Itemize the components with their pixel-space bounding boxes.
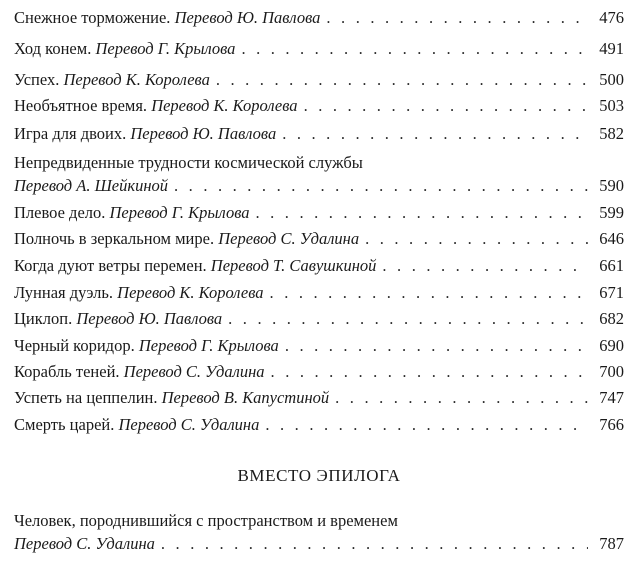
dot-leader [270,283,588,303]
dot-leader [216,70,588,90]
dot-leader [326,8,588,28]
toc-entry [14,283,624,303]
entry-page-number: 671 [599,283,624,302]
entry-page-number: 766 [599,415,624,434]
entry-title: Человек, породнившийся с пространством и временем [14,511,398,530]
entry-title: Черный коридор. [14,336,135,355]
entry-translator: Перевод В. Капустиной [161,388,330,407]
entry-translator: Перевод К. Королева [151,96,298,115]
dot-leader [282,124,588,144]
entry-title: Плевое дело. [14,203,106,222]
toc-entry [14,336,624,356]
entry-page-number: 582 [599,124,624,143]
entry-translator: Перевод К. Королева [63,70,210,89]
entry-title: Корабль теней. [14,362,120,381]
entry-translator: Перевод Г. Крылова [109,203,250,222]
dot-leader [271,362,588,382]
entry-translator: Перевод С. Удалина [118,415,260,434]
toc-entry [14,256,624,276]
entry-page-number: 503 [599,96,624,115]
entry-page-number: 700 [599,362,624,381]
entry-title: Смерть царей. [14,415,115,434]
table-of-contents [14,0,624,567]
toc-entry [14,203,624,223]
toc-entry [14,96,624,116]
entry-page-number: 500 [599,70,624,89]
entry-translator: Перевод Т. Савушкиной [210,256,377,275]
entry-page-number: 590 [599,176,624,195]
entry-title: Успеть на цеппелин. [14,388,158,407]
dot-leader [382,256,588,276]
dot-leader [174,176,588,196]
entry-translator: Перевод А. Шейкиной [14,176,169,195]
entry-translator: Перевод Г. Крылова [95,39,236,58]
dot-leader [335,388,588,408]
entry-page-number: 690 [599,336,624,355]
toc-entry [14,511,624,554]
entry-title: Циклоп. [14,309,73,328]
toc-entry [14,362,624,382]
toc-entry [14,39,624,59]
entry-page-number: 747 [599,388,624,407]
toc-entry [14,229,624,249]
entry-translator: Перевод С. Удалина [14,534,155,553]
entry-title: Снежное торможение. [14,8,171,27]
entry-translator: Перевод К. Королева [117,283,264,302]
entry-title: Ход конем. [14,39,92,58]
entry-title: Непредвиденные трудности космической службы [14,153,363,172]
entry-title: Игра для двоих. [14,124,127,143]
entry-translator: Перевод С. Удалина [218,229,360,248]
toc-entry [14,8,624,28]
entry-title: Успех. [14,70,60,89]
entry-translator: Перевод С. Удалина [123,362,265,381]
dot-leader [285,336,588,356]
entry-page-number: 491 [599,39,624,58]
dot-leader [365,229,588,249]
toc-entry [14,124,624,144]
toc-entry [14,153,624,196]
toc-entry [14,415,624,435]
dot-leader [304,96,588,116]
entry-translator: Перевод Ю. Павлова [76,309,223,328]
entry-translator: Перевод Ю. Павлова [130,124,277,143]
entry-page-number: 476 [599,8,624,27]
entry-page-number: 661 [599,256,624,275]
toc-entry [14,70,624,90]
dot-leader [256,203,589,223]
entry-title: Необъятное время. [14,96,148,115]
toc-entry [14,309,624,329]
toc-entry [14,388,624,408]
dot-leader [228,309,588,329]
entry-page-number: 646 [599,229,624,248]
section-heading: ВМЕСТО ЭПИЛОГА [237,466,401,485]
entry-translator: Перевод Г. Крылова [138,336,279,355]
entry-title: Когда дуют ветры перемен. [14,256,207,275]
entry-page-number: 599 [599,203,624,222]
entry-page-number: 787 [599,534,624,553]
dot-leader [161,534,588,554]
dot-leader [241,39,588,59]
entry-translator: Перевод Ю. Павлова [174,8,321,27]
entry-title: Лунная дуэль. [14,283,114,302]
entry-page-number: 682 [599,309,624,328]
dot-leader [265,415,588,435]
entry-title: Полночь в зеркальном мире. [14,229,215,248]
